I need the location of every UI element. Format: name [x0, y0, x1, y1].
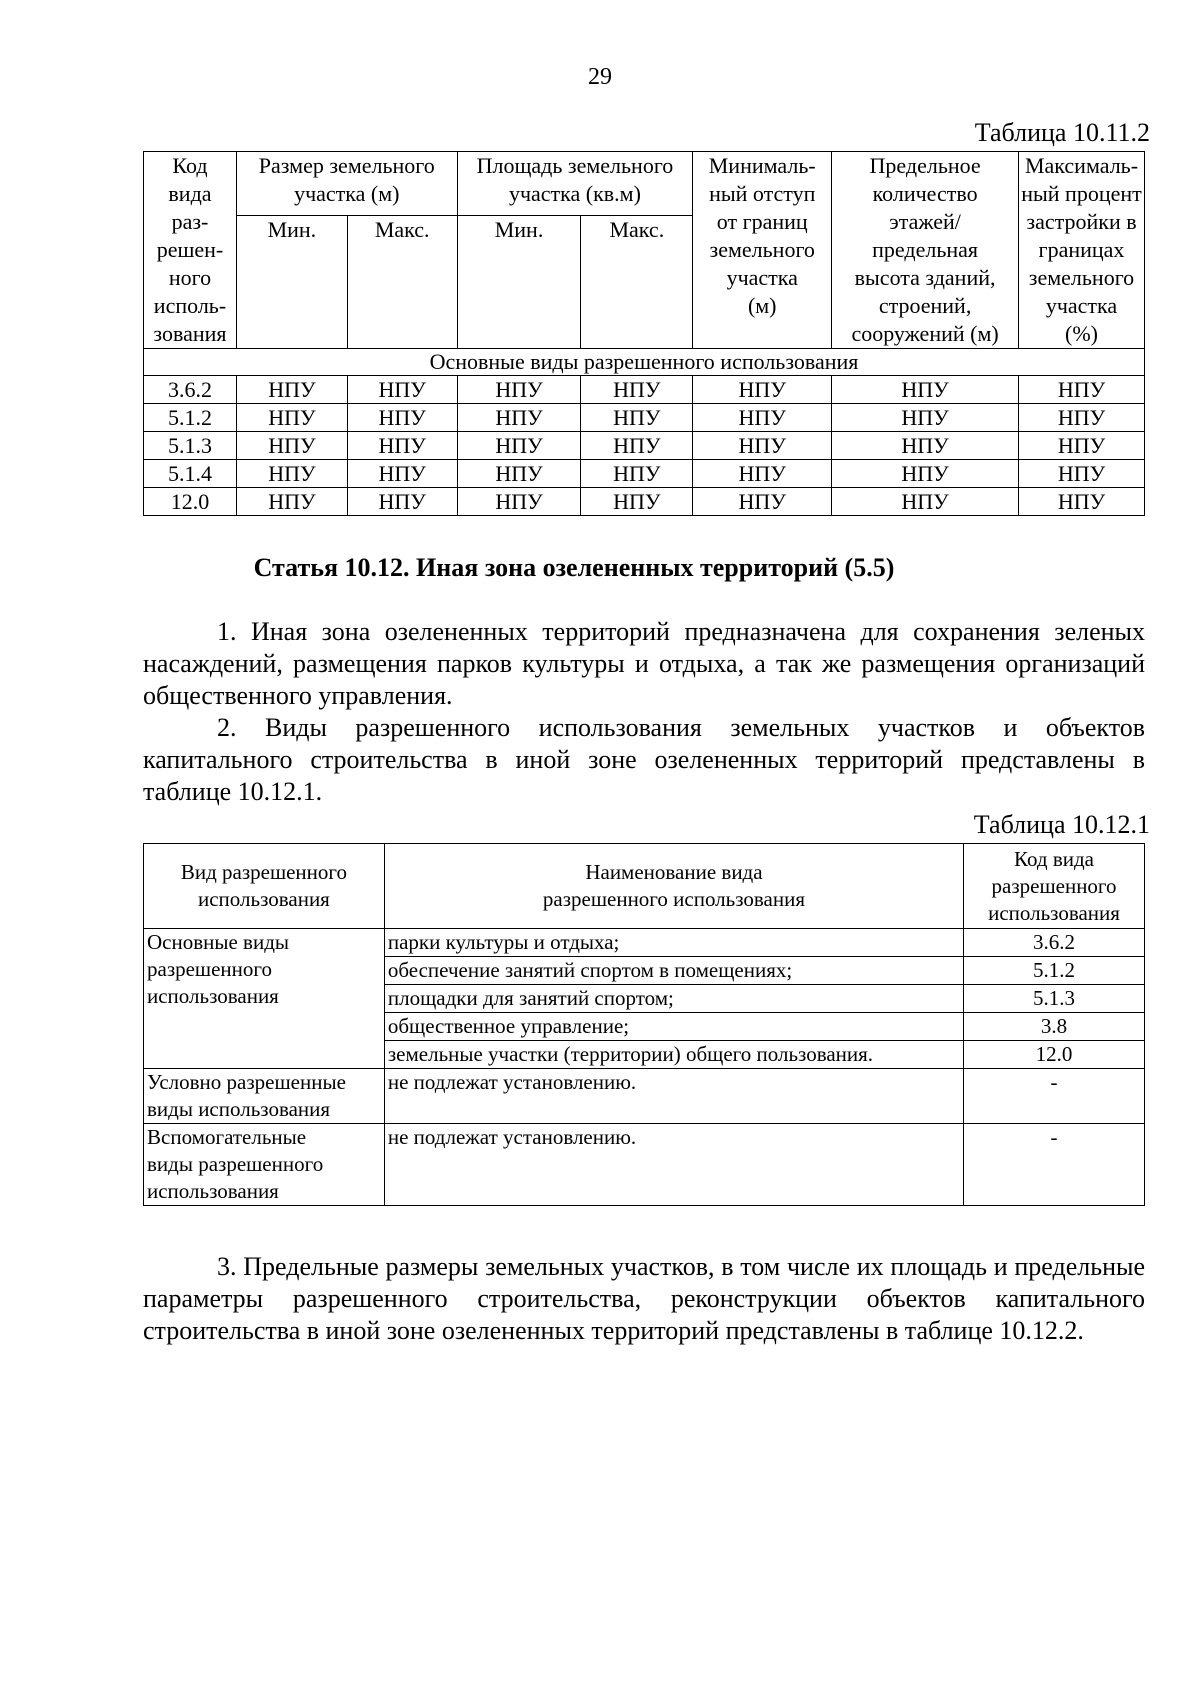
row-value: НПУ — [347, 404, 457, 432]
table-row — [144, 460, 1145, 488]
row-value: НПУ — [236, 376, 347, 404]
row-value: НПУ — [1018, 488, 1144, 516]
use-code: 5.1.3 — [964, 985, 1145, 1013]
row-value: НПУ — [347, 488, 457, 516]
header-floors: Предельное количество этажей/ предельная высота зданий, строений, сооружений (м) — [832, 152, 1019, 349]
row-value: НПУ — [457, 432, 581, 460]
header-use-type: Вид разрешенного использования — [144, 844, 385, 929]
group-main: Основные виды разрешенного использования — [144, 929, 385, 1069]
limits-table — [143, 151, 1145, 516]
row-value: НПУ — [581, 376, 693, 404]
row-value: НПУ — [1018, 376, 1144, 404]
row-code: 5.1.2 — [144, 404, 237, 432]
table-row — [144, 488, 1145, 516]
row-value: НПУ — [457, 488, 581, 516]
row-value: НПУ — [693, 432, 832, 460]
row-value: НПУ — [236, 404, 347, 432]
row-value: НПУ — [581, 460, 693, 488]
row-value: НПУ — [457, 404, 581, 432]
row-value: НПУ — [1018, 404, 1144, 432]
header-code: Код вида раз- решен- ного исполь- зования — [144, 152, 237, 349]
row-value: НПУ — [832, 404, 1019, 432]
row-value: НПУ — [236, 432, 347, 460]
row-value: НПУ — [457, 460, 581, 488]
row-code: 12.0 — [144, 488, 237, 516]
row-value: НПУ — [1018, 432, 1144, 460]
header-area-max: Макс. — [581, 215, 693, 348]
paragraph-2: 2. Виды разрешенного использования земельных участков и объектов капитального строительства в иной зоне озелененных территорий представлены в таблице 10.12.1. — [143, 713, 1145, 806]
header-size: Размер земельного участка (м) — [236, 152, 457, 216]
table-row — [144, 376, 1145, 404]
use-name: не подлежат установлению. — [384, 1124, 963, 1206]
table-caption: Таблица 10.11.2 — [974, 118, 1150, 147]
row-value: НПУ — [693, 488, 832, 516]
page-number: 29 — [588, 64, 612, 90]
group-auxiliary: Вспомогательные виды разрешенного использования — [144, 1124, 385, 1206]
table-row — [144, 432, 1145, 460]
header-area-min: Мин. — [457, 215, 581, 348]
row-value: НПУ — [347, 376, 457, 404]
table-row — [144, 404, 1145, 432]
row-value: НПУ — [832, 460, 1019, 488]
use-code: 12.0 — [964, 1041, 1145, 1069]
use-code: - — [964, 1069, 1145, 1124]
use-name: обеспечение занятий спортом в помещениях; — [384, 957, 963, 985]
row-value: НПУ — [581, 404, 693, 432]
header-size-min: Мин. — [236, 215, 347, 348]
header-size-max: Макс. — [347, 215, 457, 348]
row-value: НПУ — [236, 460, 347, 488]
header-area: Площадь земельного участка (кв.м) — [457, 152, 693, 216]
permitted-use-table — [143, 843, 1145, 1206]
header-offset: Минималь- ный отступ от границ земельного участка (м) — [693, 152, 832, 349]
paragraph-3: 3. Предельные размеры земельных участков, в том числе их площадь и предельные параметры разрешенного строительства, реконструкции объектов капитального строительства в иной зоне озелененных территорий представлены в таблице 10.12.2. — [143, 1252, 1145, 1345]
header-use-code: Код вида разрешенного использования — [964, 844, 1145, 929]
row-value: НПУ — [347, 460, 457, 488]
use-name: площадки для занятий спортом; — [384, 985, 963, 1013]
row-value: НПУ — [457, 376, 581, 404]
row-value: НПУ — [832, 488, 1019, 516]
paragraph-1: 1. Иная зона озелененных территорий предназначена для сохранения зеленых насаждений, размещения парков культуры и отдыха, а так же размещения организаций общественного управления. — [143, 617, 1145, 710]
row-value: НПУ — [832, 432, 1019, 460]
use-code: 3.6.2 — [964, 929, 1145, 957]
row-value: НПУ — [347, 432, 457, 460]
section-label: Основные виды разрешенного использования — [144, 349, 1145, 376]
use-name: парки культуры и отдыха; — [384, 929, 963, 957]
row-value: НПУ — [693, 404, 832, 432]
row-code: 3.6.2 — [144, 376, 237, 404]
row-value: НПУ — [1018, 460, 1144, 488]
use-name: общественное управление; — [384, 1013, 963, 1041]
use-name: не подлежат установлению. — [384, 1069, 963, 1124]
row-value: НПУ — [693, 376, 832, 404]
row-value: НПУ — [581, 488, 693, 516]
use-code: 5.1.2 — [964, 957, 1145, 985]
article-heading: Статья 10.12. Иная зона озелененных территорий (5.5) — [253, 553, 895, 582]
header-use-name: Наименование вида разрешенного использования — [384, 844, 963, 929]
row-value: НПУ — [236, 488, 347, 516]
row-value: НПУ — [832, 376, 1019, 404]
use-name: земельные участки (территории) общего пользования. — [384, 1041, 963, 1069]
header-percent: Максималь- ный процент застройки в границах земельного участка (%) — [1018, 152, 1144, 349]
group-conditional: Условно разрешенные виды использования — [144, 1069, 385, 1124]
use-code: - — [964, 1124, 1145, 1206]
row-code: 5.1.3 — [144, 432, 237, 460]
use-code: 3.8 — [964, 1013, 1145, 1041]
row-value: НПУ — [581, 432, 693, 460]
row-code: 5.1.4 — [144, 460, 237, 488]
row-value: НПУ — [693, 460, 832, 488]
table-caption: Таблица 10.12.1 — [973, 810, 1150, 839]
